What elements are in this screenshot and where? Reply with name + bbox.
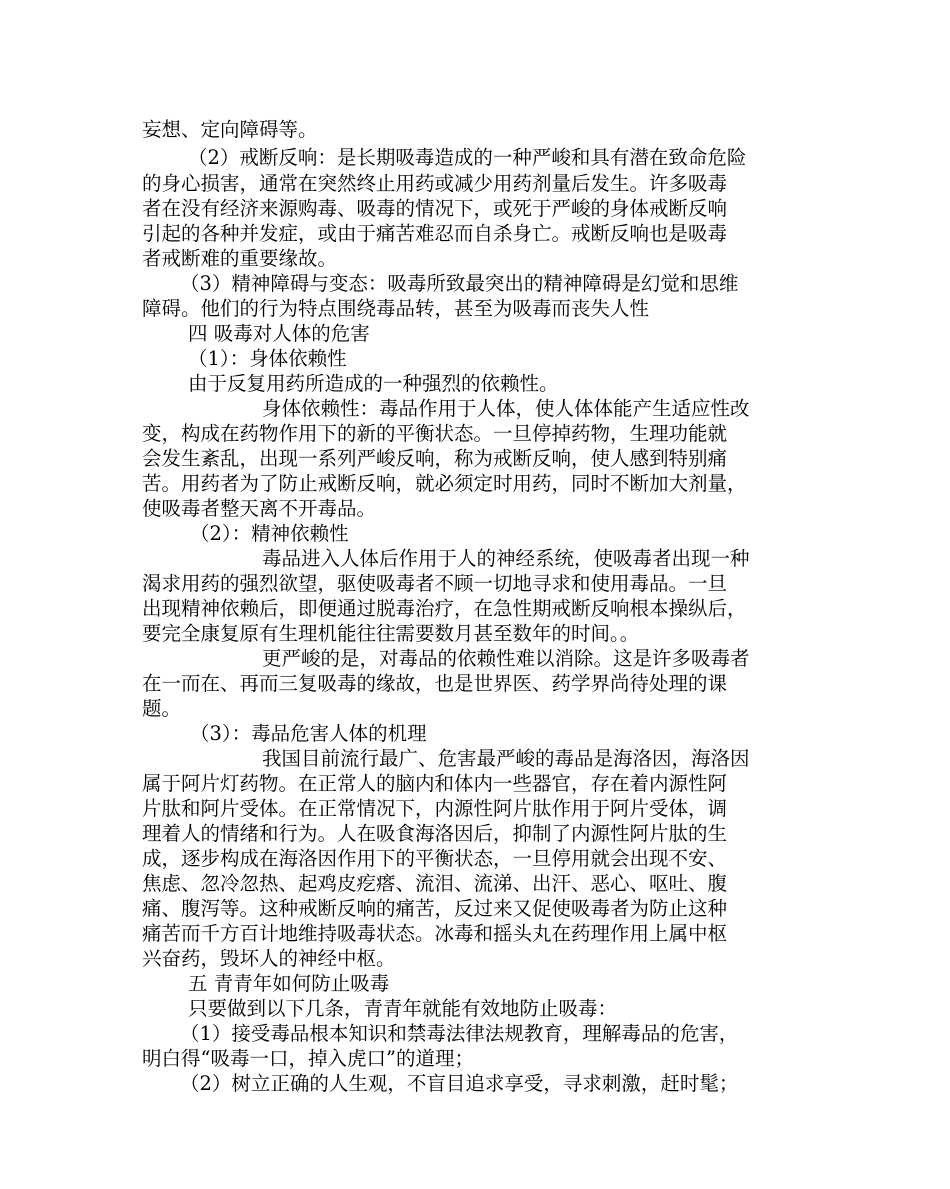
subsection-heading: （3）：毒品危害人体的机理	[190, 722, 427, 745]
section-heading: 五 青青年如何防止吸毒	[188, 972, 390, 995]
text-line: 片肽和阿片受体。在正常情况下，内源性阿片肽作用于阿片受体，调	[142, 797, 728, 820]
text-line: （3）精神障碍与变态：吸毒所致最突出的精神障碍是幻觉和思维	[180, 272, 739, 295]
text-line: 障碍。他们的行为特点围绕毒品转，甚至为吸毒而丧失人性	[142, 297, 650, 320]
text-line: 痛、腹泻等。这种戒断反响的痛苦，反过来又促使吸毒者为防止这种	[142, 897, 728, 920]
text-line: 在一而在、再而三复吸毒的缘故，也是世界医、药学界尚待处理的课	[142, 672, 728, 695]
text-line: 成，逐步构成在海洛因作用下的平衡状态，一旦停用就会出现不安、	[142, 847, 728, 870]
text-line: 的身心损害，通常在突然终止用药或减少用药剂量后发生。许多吸毒	[142, 172, 728, 195]
text-line: 由于反复用药所造成的一种强烈的依赖性。	[188, 372, 559, 395]
text-line: 焦虑、忽冷忽热、起鸡皮疙瘩、流泪、流涕、出汗、恶心、呕吐、腹	[142, 872, 728, 895]
text-line: 要完全康复原有生理机能往往需要数月甚至数年的时间。。	[142, 622, 640, 645]
text-line: 痛苦而千方百计地维持吸毒状态。冰毒和摇头丸在药理作用上属中枢	[142, 922, 728, 945]
text-line: 理着人的情绪和行为。人在吸食海洛因后，抑制了内源性阿片肽的生	[142, 822, 728, 845]
text-line: 者戒断难的重要缘故。	[142, 247, 338, 270]
text-line: 妄想、定向障碍等。	[142, 118, 318, 141]
text-line: 变，构成在药物作用下的新的平衡状态。一旦停掉药物，生理功能就	[142, 422, 728, 445]
text-line: 毒品进入人体后作用于人的神经系统，使吸毒者出现一种	[262, 547, 750, 570]
text-line: （2）戒断反响：是长期吸毒造成的一种严峻和具有潜在致命危险	[188, 146, 747, 169]
text-line: 者在没有经济来源购毒、吸毒的情况下，或死于严峻的身体戒断反响	[142, 197, 728, 220]
text-line: 出现精神依赖后，即便通过脱毒治疗，在急性期戒断反响根本操纵后，	[142, 597, 747, 620]
text-line: 只要做到以下几条，青青年就能有效地防止吸毒：	[188, 997, 618, 1020]
subsection-heading: （1）：身体依赖性	[188, 347, 347, 370]
text-line: 属于阿片灯药物。在正常人的脑内和体内一些器官，存在着内源性阿	[142, 772, 728, 795]
text-line: 身体依赖性：毒品作用于人体，使人体体能产生适应性改	[262, 397, 750, 420]
text-line: 使吸毒者整天离不开毒品。	[142, 497, 377, 520]
text-line: （2）树立正确的人生观，不盲目追求享受，寻求刺激，赶时髦；	[180, 1072, 739, 1095]
text-line: 我国目前流行最广、危害最严峻的毒品是海洛因，海洛因	[262, 747, 750, 770]
text-line: 引起的各种并发症，或由于痛苦难忍而自杀身亡。戒断反响也是吸毒	[142, 222, 728, 245]
text-line: 会发生紊乱，出现一系列严峻反响，称为戒断反响，使人感到特别痛	[142, 447, 728, 470]
text-line: 题。	[142, 697, 182, 720]
text-line: 更严峻的是，对毒品的依赖性难以消除。这是许多吸毒者	[262, 647, 750, 670]
text-line: 渴求用药的强烈欲望，驱使吸毒者不顾一切地寻求和使用毒品。一旦	[142, 572, 728, 595]
section-heading: 四 吸毒对人体的危害	[188, 322, 370, 345]
subsection-heading: （2）：精神依赖性	[190, 522, 349, 545]
text-line: （1）接受毒品根本知识和禁毒法律法规教育，理解毒品的危害，	[180, 1022, 739, 1045]
text-line: 明白得“吸毒一口，掉入虎口”的道理；	[142, 1047, 474, 1070]
text-line: 苦。用药者为了防止戒断反响，就必须定时用药，同时不断加大剂量，	[142, 472, 747, 495]
text-line: 兴奋药，毁坏人的神经中枢。	[142, 947, 396, 970]
